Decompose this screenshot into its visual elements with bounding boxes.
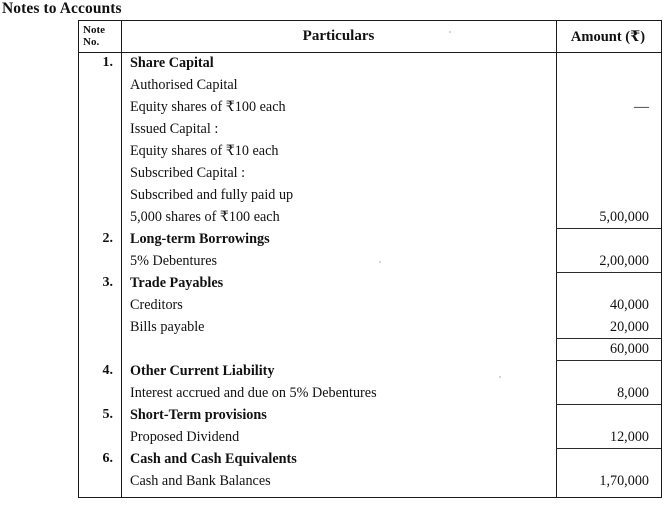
cell-amount: 12,000 <box>609 429 649 445</box>
cell-particulars: Cash and Cash Equivalents <box>130 451 297 467</box>
table-row <box>79 74 661 96</box>
scan-speck <box>499 376 501 378</box>
cell-note-no <box>79 294 121 316</box>
scan-speck <box>449 31 451 33</box>
cell-amount: 8,000 <box>617 385 649 401</box>
column-header-particulars: Particulars <box>302 28 375 44</box>
cell-particulars: Short-Term provisions <box>130 407 267 423</box>
table-row <box>79 294 661 316</box>
table-row <box>79 360 661 382</box>
cell-particulars: Interest accrued and due on 5% Debentures <box>130 385 377 401</box>
cell-note-no: 5. <box>102 407 113 422</box>
cell-amount: 20,000 <box>609 319 649 335</box>
table-row <box>79 96 661 118</box>
cell-note-no <box>79 140 121 162</box>
cell-note-no <box>79 162 121 184</box>
cell-particulars: Bills payable <box>130 319 205 335</box>
cell-note-no <box>79 338 121 360</box>
column-header-note-no-line1: Note <box>83 24 105 36</box>
cell-note-no: 3. <box>102 275 113 290</box>
cell-amount <box>556 360 660 382</box>
cell-particulars: 5% Debentures <box>130 253 218 269</box>
cell-particulars: Long-term Borrowings <box>130 231 270 247</box>
column-header-note-no <box>79 21 121 52</box>
cell-note-no: 4. <box>102 363 113 378</box>
amount-column-rule <box>556 228 661 229</box>
cell-particulars: Equity shares of ₹100 each <box>130 99 286 115</box>
table-row <box>79 272 661 294</box>
table-row <box>79 140 661 162</box>
page-title: Notes to Accounts <box>2 0 122 17</box>
amount-column-rule <box>556 404 661 405</box>
cell-amount: 1,70,000 <box>599 473 649 489</box>
table-header-row <box>79 21 661 53</box>
table-row <box>79 338 661 360</box>
table-row <box>79 118 661 140</box>
cell-note-no: 1. <box>102 55 113 70</box>
table-row <box>79 382 661 404</box>
amount-column-rule <box>556 338 661 339</box>
cell-amount <box>556 228 660 250</box>
cell-note-no <box>79 426 121 448</box>
cell-particulars: Subscribed Capital : <box>130 165 246 181</box>
cell-note-no <box>79 470 121 492</box>
table-row <box>79 404 661 426</box>
table-row <box>79 316 661 338</box>
column-header-note-no-line2: No. <box>83 35 100 48</box>
table-body <box>79 52 661 497</box>
cell-particulars: Creditors <box>130 297 183 313</box>
table-row <box>79 250 661 272</box>
cell-amount: 40,000 <box>609 297 649 313</box>
cell-note-no: 2. <box>102 231 113 246</box>
cell-amount <box>556 184 660 206</box>
cell-amount: 2,00,000 <box>599 253 649 269</box>
cell-amount <box>556 52 660 74</box>
cell-amount <box>556 118 660 140</box>
table-row <box>79 184 661 206</box>
cell-particulars: Equity shares of ₹10 each <box>130 143 279 159</box>
table-row <box>79 426 661 448</box>
cell-amount: — <box>634 99 649 115</box>
cell-note-no <box>79 184 121 206</box>
table-row <box>79 162 661 184</box>
cell-amount <box>556 448 660 470</box>
cell-particulars: Trade Payables <box>130 275 224 291</box>
cell-note-no <box>79 316 121 338</box>
amount-column-rule <box>556 360 661 361</box>
cell-amount <box>556 140 660 162</box>
cell-amount <box>556 162 660 184</box>
cell-note-no <box>79 96 121 118</box>
cell-particulars: Share Capital <box>130 55 214 71</box>
cell-note-no <box>79 206 121 228</box>
amount-column-rule <box>556 448 661 449</box>
cell-amount <box>556 272 660 294</box>
table-row <box>79 228 661 250</box>
table-row <box>79 448 661 470</box>
cell-particulars: Cash and Bank Balances <box>130 473 271 489</box>
cell-note-no <box>79 382 121 404</box>
cell-note-no: 6. <box>102 451 113 466</box>
table-row <box>79 206 661 228</box>
cell-note-no <box>79 250 121 272</box>
cell-amount <box>556 74 660 96</box>
cell-particulars: Other Current Liability <box>130 363 275 379</box>
cell-note-no <box>79 118 121 140</box>
cell-note-no <box>79 74 121 96</box>
cell-amount: 60,000 <box>609 341 649 357</box>
cell-particulars: Issued Capital : <box>130 121 219 137</box>
table-row <box>79 470 661 492</box>
cell-amount: 5,00,000 <box>599 209 649 225</box>
cell-amount <box>556 404 660 426</box>
scan-speck <box>379 261 381 263</box>
cell-particulars: Subscribed and fully paid up <box>130 187 294 203</box>
cell-particulars: Authorised Capital <box>130 77 238 93</box>
cell-particulars: 5,000 shares of ₹100 each <box>130 209 280 225</box>
table-row <box>79 52 661 74</box>
cell-particulars <box>121 338 556 360</box>
cell-particulars: Proposed Dividend <box>130 429 240 445</box>
amount-column-rule <box>556 272 661 273</box>
notes-to-accounts-table <box>78 20 662 498</box>
column-header-amount: Amount (₹) <box>570 28 646 45</box>
